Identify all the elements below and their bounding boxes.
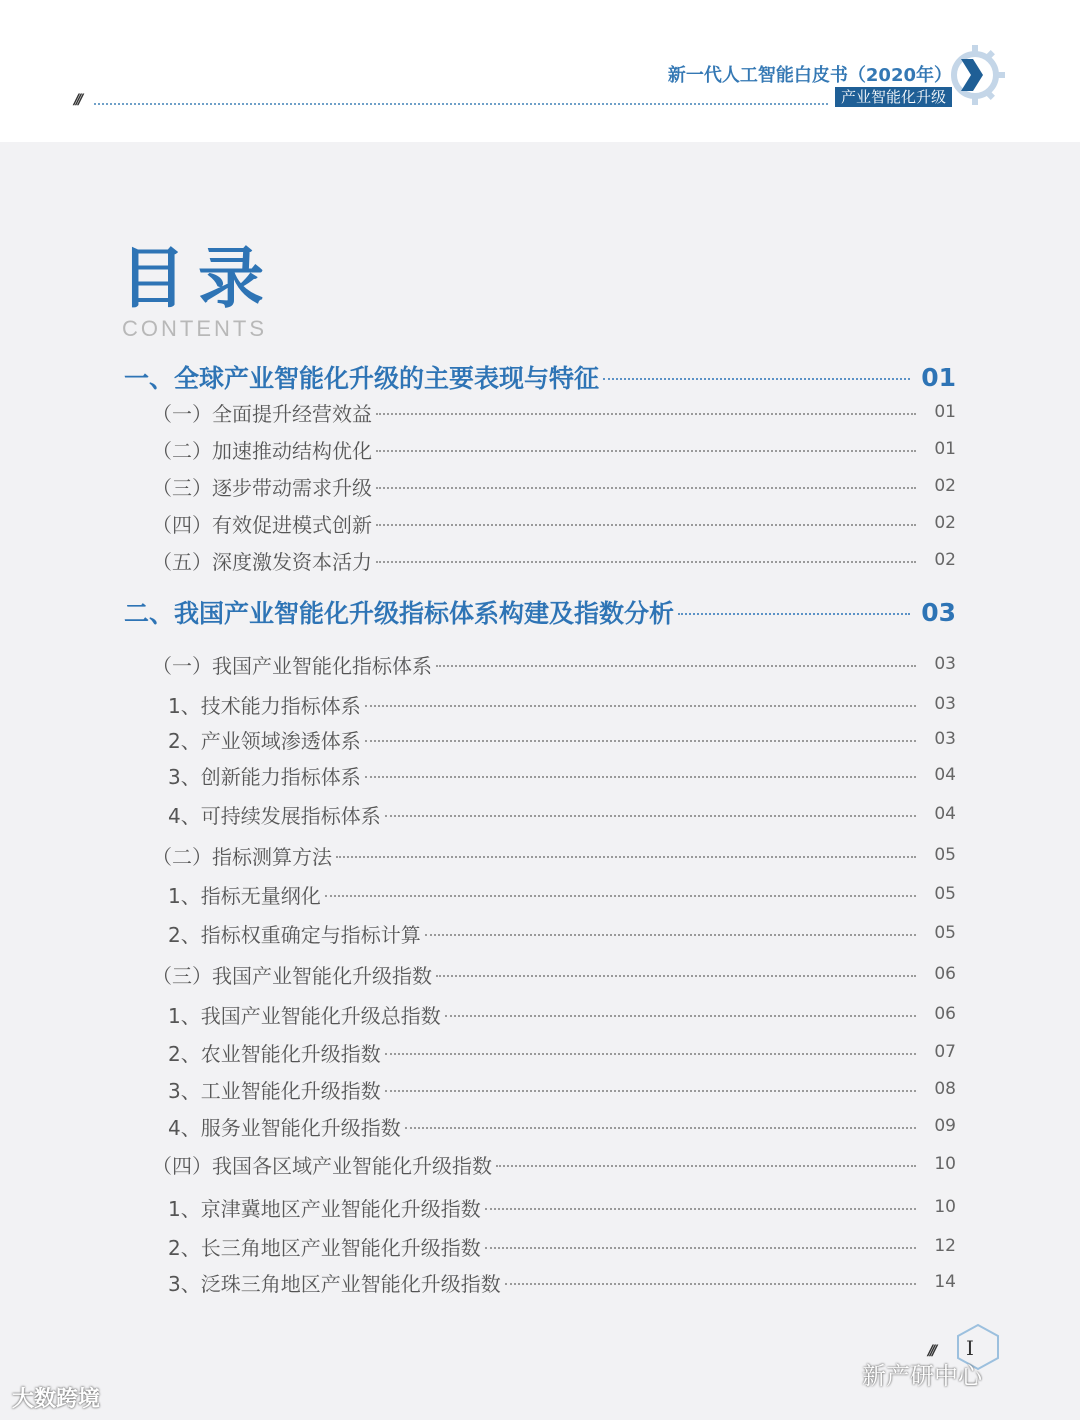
toc-entry[interactable] bbox=[0, 546, 1080, 574]
toc-entry-page: 14 bbox=[934, 1272, 956, 1292]
toc-entry-label: （一）我国产业智能化指标体系 bbox=[152, 653, 432, 678]
toc-entry[interactable] bbox=[0, 880, 1080, 908]
toc-entry[interactable] bbox=[0, 1268, 1080, 1296]
toc-entry-page: 03 bbox=[934, 729, 956, 749]
toc-dot-leader bbox=[376, 450, 916, 452]
toc-entry-page: 02 bbox=[934, 513, 956, 533]
toc-entry-label: 2、产业领域渗透体系 bbox=[168, 728, 361, 753]
toc-entry-page: 10 bbox=[934, 1154, 956, 1174]
header-dotted-rule bbox=[94, 103, 828, 105]
toc-entry-label: 2、长三角地区产业智能化升级指数 bbox=[168, 1235, 481, 1260]
toc-entry-label: 3、工业智能化升级指数 bbox=[168, 1078, 381, 1103]
toc-dot-leader bbox=[436, 975, 916, 977]
toc-entry-page: 12 bbox=[934, 1236, 956, 1256]
page-header bbox=[0, 0, 1080, 142]
toc-dot-leader bbox=[365, 776, 916, 778]
toc-entry-label: 1、京津冀地区产业智能化升级指数 bbox=[168, 1196, 481, 1221]
toc-entry-page: 03 bbox=[921, 597, 956, 627]
toc-entry-page: 02 bbox=[934, 550, 956, 570]
toc-entry[interactable] bbox=[0, 398, 1080, 426]
header-slashes-decoration: /// bbox=[74, 92, 81, 108]
toc-entry-label: 一、全球产业智能化升级的主要表现与特征 bbox=[124, 364, 600, 393]
toc-entry-label: 1、我国产业智能化升级总指数 bbox=[168, 1003, 441, 1028]
watermark-left: 大数跨境 bbox=[12, 1387, 101, 1412]
gear-icon bbox=[943, 43, 1007, 107]
toc-entry-page: 02 bbox=[934, 476, 956, 496]
toc-entry-label: 2、指标权重确定与指标计算 bbox=[168, 922, 421, 947]
toc-entry-page: 05 bbox=[934, 923, 956, 943]
toc-entry-page: 07 bbox=[934, 1042, 956, 1062]
toc-entry-label: 2、农业智能化升级指数 bbox=[168, 1041, 381, 1066]
toc-entry[interactable] bbox=[0, 1075, 1080, 1103]
toc-entry[interactable] bbox=[0, 1193, 1080, 1221]
toc-entry-page: 04 bbox=[934, 804, 956, 824]
toc-entry-label: （五）深度激发资本活力 bbox=[152, 549, 372, 574]
toc-dot-leader bbox=[325, 895, 916, 897]
toc-dot-leader bbox=[376, 413, 916, 415]
footer-slashes-decoration: /// bbox=[928, 1343, 935, 1359]
toc-dot-leader bbox=[365, 740, 916, 742]
contents-title-en: CONTENTS bbox=[122, 316, 267, 341]
toc-dot-leader bbox=[436, 665, 916, 667]
toc-entry[interactable] bbox=[0, 690, 1080, 718]
toc-entry[interactable] bbox=[0, 1000, 1080, 1028]
toc-entry[interactable] bbox=[0, 360, 1080, 394]
toc-dot-leader bbox=[405, 1127, 916, 1129]
toc-entry[interactable] bbox=[0, 472, 1080, 500]
toc-dot-leader bbox=[376, 561, 916, 563]
toc-dot-leader bbox=[678, 613, 910, 615]
toc-entry-page: 01 bbox=[934, 402, 956, 422]
toc-entry-label: （三）我国产业智能化升级指数 bbox=[152, 963, 432, 988]
watermark-right: 新产研中心 bbox=[862, 1362, 982, 1390]
toc-entry-page: 06 bbox=[934, 1004, 956, 1024]
toc-entry-page: 09 bbox=[934, 1116, 956, 1136]
toc-dot-leader bbox=[485, 1247, 916, 1249]
toc-entry-page: 01 bbox=[921, 362, 956, 392]
toc-dot-leader bbox=[603, 378, 910, 380]
toc-dot-leader bbox=[505, 1283, 916, 1285]
toc-entry-page: 06 bbox=[934, 964, 956, 984]
toc-dot-leader bbox=[445, 1015, 916, 1017]
toc-dot-leader bbox=[336, 856, 916, 858]
toc-dot-leader bbox=[496, 1165, 916, 1167]
toc-entry[interactable] bbox=[0, 1232, 1080, 1260]
toc-entry-label: 1、指标无量纲化 bbox=[168, 883, 321, 908]
toc-entry[interactable] bbox=[0, 1112, 1080, 1140]
toc-entry[interactable] bbox=[0, 435, 1080, 463]
header-title: 新一代人工智能白皮书（2020年） bbox=[667, 65, 952, 86]
toc-entry-page: 01 bbox=[934, 439, 956, 459]
toc-entry-label: （二）加速推动结构优化 bbox=[152, 438, 372, 463]
toc-entry[interactable] bbox=[0, 841, 1080, 869]
toc-entry[interactable] bbox=[0, 761, 1080, 789]
toc-dot-leader bbox=[376, 487, 916, 489]
toc-entry[interactable] bbox=[0, 725, 1080, 753]
header-subtitle: 产业智能化升级 bbox=[835, 87, 952, 107]
toc-entry-page: 05 bbox=[934, 884, 956, 904]
toc-entry-label: （二）指标测算方法 bbox=[152, 844, 332, 869]
toc-entry-page: 08 bbox=[934, 1079, 956, 1099]
toc-entry-label: 3、创新能力指标体系 bbox=[168, 764, 361, 789]
toc-entry-label: （四）有效促进模式创新 bbox=[152, 512, 372, 537]
toc-entry[interactable] bbox=[0, 960, 1080, 988]
toc-entry-page: 03 bbox=[934, 654, 956, 674]
toc-entry[interactable] bbox=[0, 509, 1080, 537]
toc-entry-label: 4、服务业智能化升级指数 bbox=[168, 1115, 401, 1140]
toc-entry-label: 4、可持续发展指标体系 bbox=[168, 803, 381, 828]
toc-entry[interactable] bbox=[0, 1150, 1080, 1178]
toc-entry-label: （三）逐步带动需求升级 bbox=[152, 475, 372, 500]
toc-entry-page: 05 bbox=[934, 845, 956, 865]
toc-entry-page: 03 bbox=[934, 694, 956, 714]
toc-dot-leader bbox=[365, 705, 916, 707]
toc-entry[interactable] bbox=[0, 595, 1080, 629]
toc-dot-leader bbox=[425, 934, 916, 936]
toc-dot-leader bbox=[385, 815, 916, 817]
page-number: I bbox=[966, 1336, 974, 1360]
toc-dot-leader bbox=[385, 1090, 916, 1092]
toc-entry-label: 3、泛珠三角地区产业智能化升级指数 bbox=[168, 1271, 501, 1296]
toc-entry-page: 04 bbox=[934, 765, 956, 785]
toc-entry[interactable] bbox=[0, 800, 1080, 828]
toc-entry-label: （四）我国各区域产业智能化升级指数 bbox=[152, 1153, 492, 1178]
toc-entry-label: 1、技术能力指标体系 bbox=[168, 693, 361, 718]
toc-entry-label: （一）全面提升经营效益 bbox=[152, 401, 372, 426]
toc-entry[interactable] bbox=[0, 1038, 1080, 1066]
toc-entry-page: 10 bbox=[934, 1197, 956, 1217]
contents-title: 目录 bbox=[120, 239, 276, 317]
toc-dot-leader bbox=[485, 1208, 916, 1210]
toc-entry[interactable] bbox=[0, 919, 1080, 947]
toc-dot-leader bbox=[376, 524, 916, 526]
toc-entry-label: 二、我国产业智能化升级指标体系构建及指数分析 bbox=[124, 599, 675, 628]
toc-dot-leader bbox=[385, 1053, 916, 1055]
toc-entry[interactable] bbox=[0, 650, 1080, 678]
